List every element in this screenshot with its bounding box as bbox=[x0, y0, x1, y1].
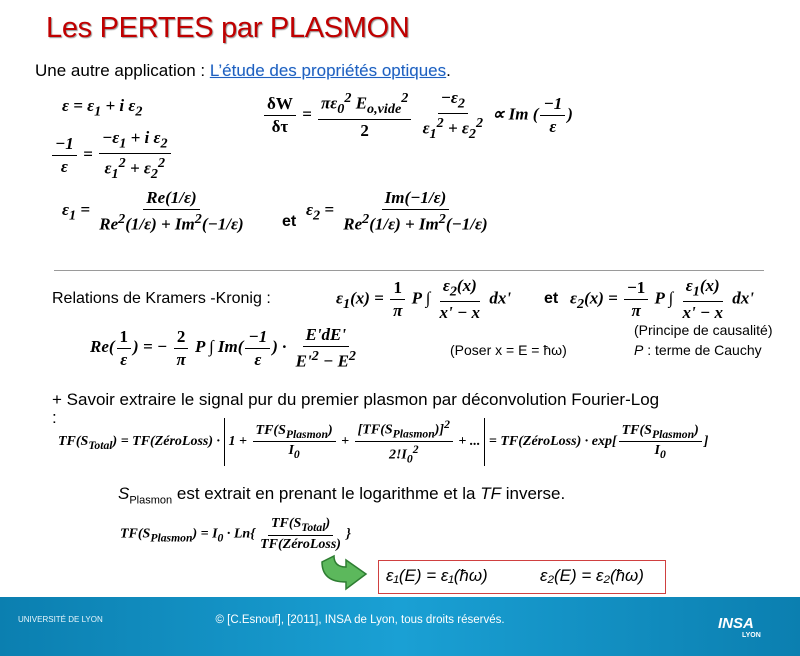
kk-label: Relations de Kramers -Kronig : bbox=[52, 290, 271, 307]
universite-lyon-logo: UNIVERSITÉ DE LYON bbox=[18, 615, 103, 624]
extract-sub: Plasmon bbox=[129, 494, 173, 507]
eq-ln: $TF(S_{Plasmon}) = I_0 \cdot Ln${ $\frac{TF(S_{Total})}{\text{TF(ZéroLoss)}}$ } bbox=[120, 516, 351, 552]
eq-kk-3: Re( $\frac{1}{\varepsilon}$ ) = − $\frac{2}{\pi}$ P ∫ Im( $\frac{-1}{\varepsilon}$ ) · $\frac{E'dE'}{E'^2 - E^2}$ bbox=[90, 325, 356, 371]
extract-line bbox=[118, 484, 565, 506]
eq-epsilon1: $\varepsilon_1$ = $\frac{Re(1/\varepsilon)}{Re^2(1/\varepsilon) + Im^2(-1/\varepsilon)}$ bbox=[62, 188, 244, 234]
extract-s: S bbox=[118, 484, 130, 503]
eq-energy-loss: $\frac{\delta W}{\delta\tau}$ = $\frac{\pi\varepsilon_0^2 E_{o,vide}^2}{2}$ $\frac{-\varepsilon_2}{\varepsilon_1^2 + \varepsilon_2^2}$ ∝ Im ( $\frac{-1}{\varepsilon}$ ) bbox=[262, 88, 573, 143]
note-cauchy bbox=[634, 342, 762, 358]
note-poser: (Poser x = E = ħω) bbox=[450, 342, 567, 358]
plasmon-colon: : bbox=[52, 408, 57, 427]
insa-logo bbox=[718, 615, 761, 639]
copyright: © [C.Esnouf], [2011], INSA de Lyon, tous droits réservés. bbox=[215, 614, 505, 626]
eq-inverse-epsilon: $\frac{-1}{\varepsilon}$ = $\frac{-\varepsilon_1 + i \varepsilon_2}{\varepsilon_1^2 + \varepsilon_2^2}$ bbox=[50, 128, 173, 183]
extract-mid: est extrait en prenant le logarithme et la bbox=[172, 484, 481, 503]
subtitle bbox=[35, 61, 451, 81]
insa-logo-sub: LYON bbox=[742, 632, 761, 639]
et-2: et bbox=[544, 290, 559, 307]
eq-kk-2: $\varepsilon_2(x)$ = $\frac{-1}{\pi}$ P ∫ $\frac{\varepsilon_1(x)}{x' - x}$ dx' bbox=[570, 276, 754, 323]
subtitle-prefix: Une autre application : bbox=[35, 61, 210, 80]
note-cauchy-p: P bbox=[634, 342, 644, 358]
eq-kk-1: $\varepsilon_1(x)$ = $\frac{1}{\pi}$ P ∫ $\frac{\varepsilon_2(x)}{x' - x}$ dx' bbox=[336, 276, 512, 323]
eq-epsilon: $\varepsilon = \varepsilon_1 + i$ $\varepsilon_2$ bbox=[62, 96, 143, 120]
subtitle-suffix: . bbox=[446, 61, 451, 80]
extract-end: inverse. bbox=[500, 484, 566, 503]
eq-fourier-log: $TF(S_{Total})$ = TF(ZéroLoss) · 1 + $\frac{TF(S_{Plasmon})}{I_0}$ + $\frac{[TF(S_{Plasmon})]^2}{2!I_0^2}$ + ... = TF(ZéroLoss) · exp[ $\frac{TF(S_{Plasmon})}{I_0}$ ] bbox=[58, 418, 709, 466]
plasmon-line: + Savoir extraire le signal pur du premier plasmon par déconvolution Fourier-Log bbox=[52, 390, 660, 409]
result-right: ε₂(E) = ε₂(ħω) bbox=[540, 566, 644, 585]
result-left: ε₁(E) = ε₁(ħω) bbox=[386, 566, 488, 585]
eq-epsilon2: $\varepsilon_2$ = $\frac{Im(-1/\varepsilon)}{Re^2(1/\varepsilon) + Im^2(-1/\varepsilon)}$ bbox=[306, 188, 488, 234]
separator bbox=[54, 270, 764, 271]
et-1: et bbox=[282, 213, 297, 230]
page-title: Les PERTES par PLASMON bbox=[46, 12, 410, 44]
note-cauchy-rest: : terme de Cauchy bbox=[643, 342, 762, 358]
subtitle-link[interactable]: L’étude des propriétés optiques bbox=[209, 61, 447, 80]
note-causality: (Principe de causalité) bbox=[634, 322, 773, 338]
insa-logo-text: INSA bbox=[718, 615, 754, 632]
curved-arrow-icon bbox=[316, 552, 376, 592]
extract-tf: TF bbox=[480, 484, 501, 503]
